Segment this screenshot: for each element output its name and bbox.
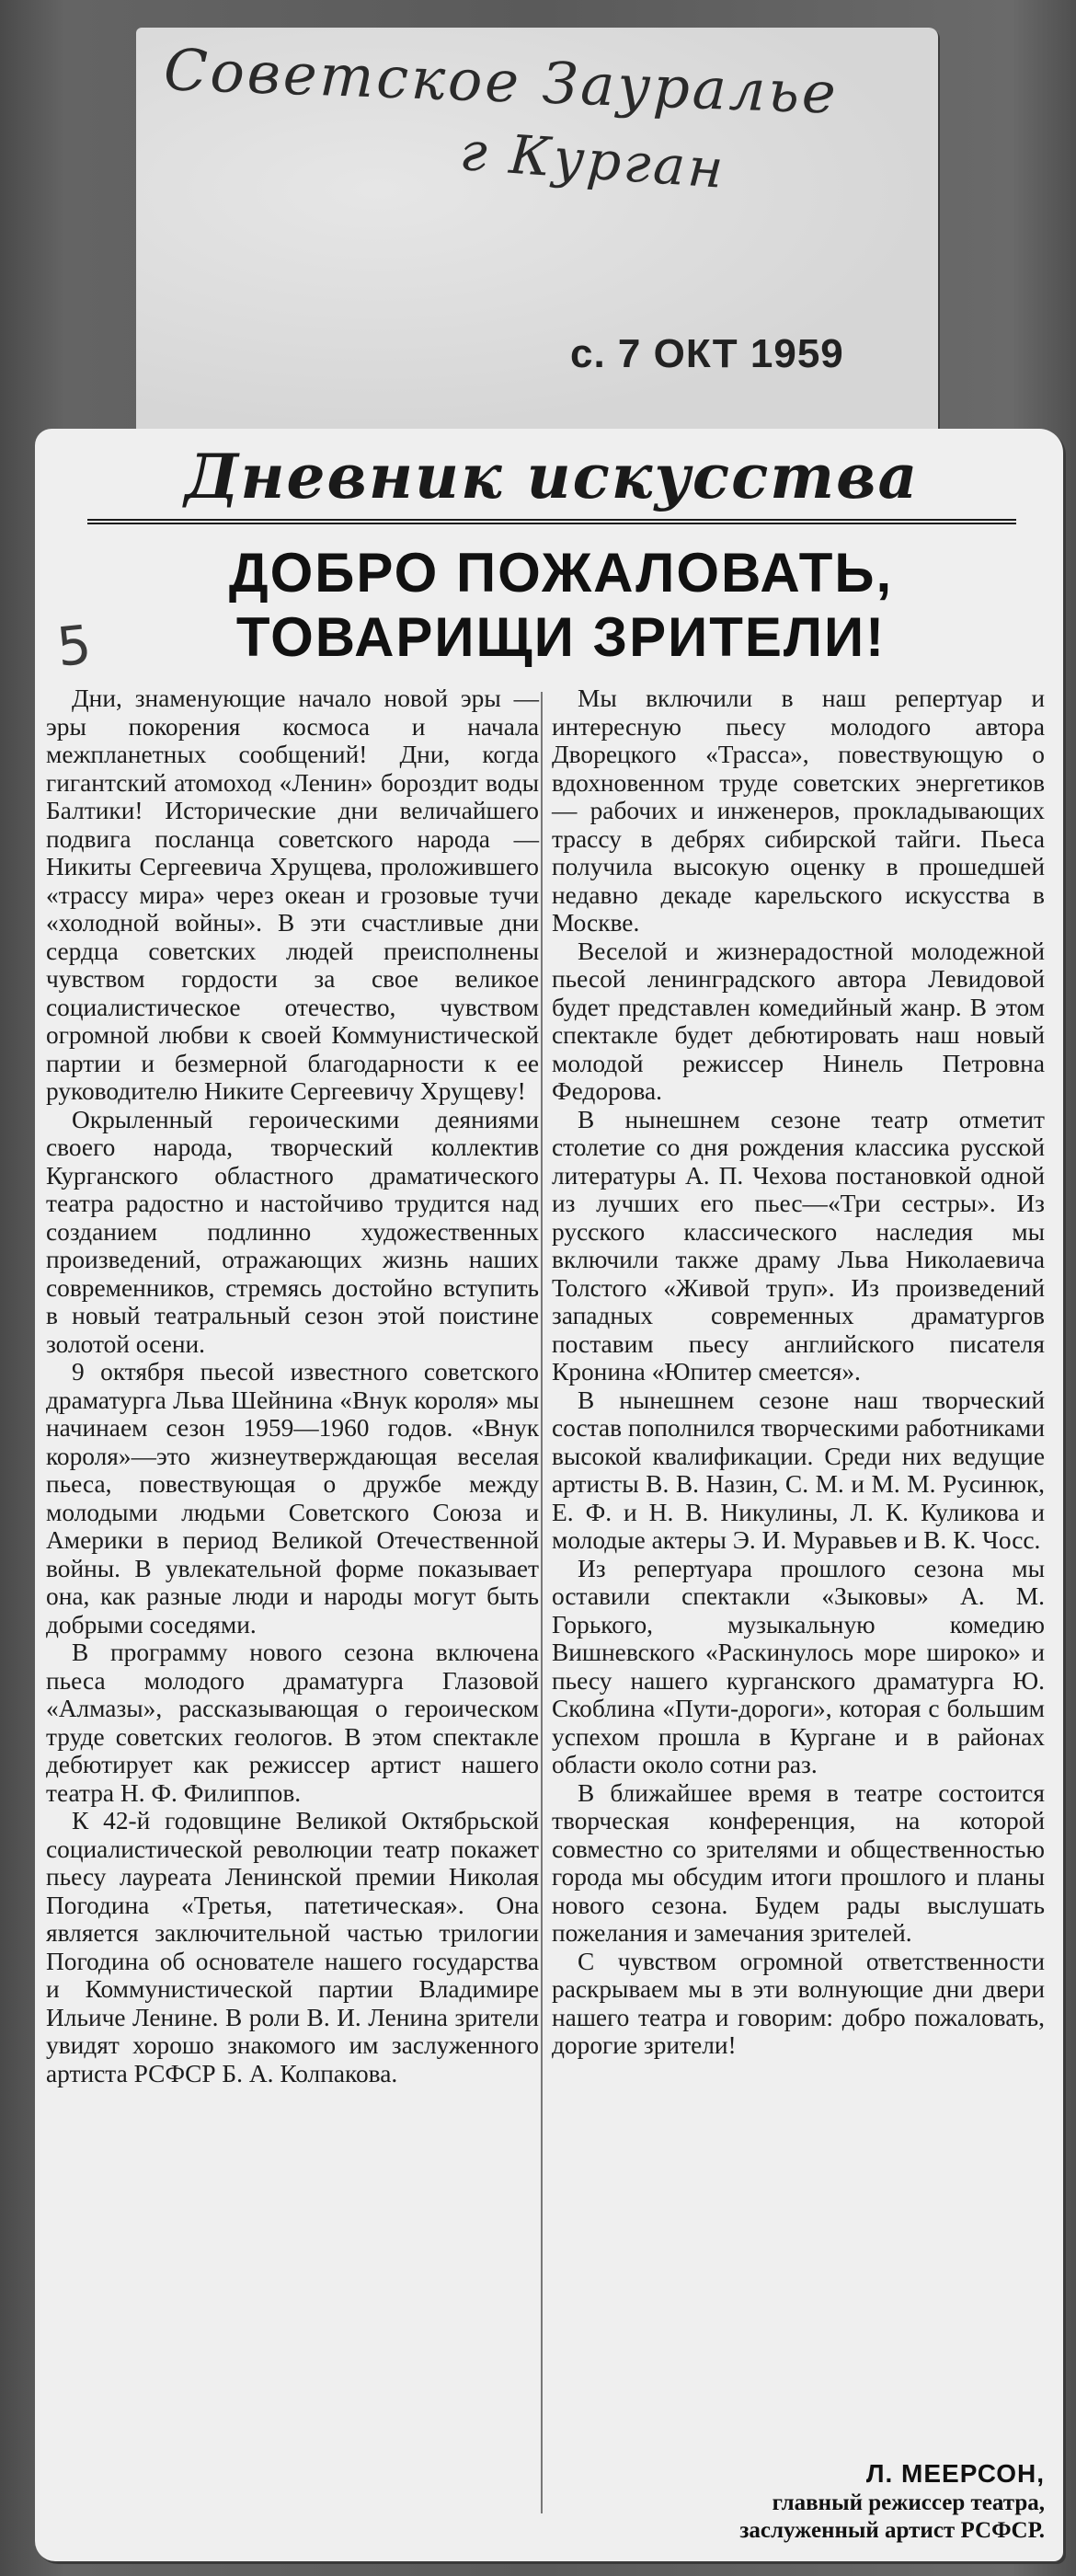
author-title-line-1: главный режиссер театра, (772, 2490, 1045, 2515)
paragraph: С чувством огромной ответственности раскрываем мы в эти волнующие дни двери нашего театра и говорим: добро пожаловать, дорогие зрители! (552, 1947, 1045, 2059)
paragraph: В программу нового сезона включена пьеса молодого драматурга Глазовой «Алмазы», рассказывающая о героическом труде советских геологов. В этом спектакле дебютирует как режиссер артист нашего театра Н. Ф. Филиппов. (46, 1639, 539, 1807)
headline-line-2: ТОВАРИЩИ ЗРИТЕЛИ! (235, 606, 887, 668)
author-signature (552, 2458, 1045, 2545)
author-name: Л. МЕЕРСОН, (865, 2459, 1045, 2488)
paragraph: К 42-й годовщине Великой Октябрьской социалистической революции театр покажет пьесу лауреата Ленинской премии Николая Погодина «Третья, патетическая». Она является заключительной частью трилогии Погодина об основателе нашего государства и Коммунистической партии Владимире Ильиче Ленине. В роли В. И. Ленина зрители увидят хорошо знакомого им заслуженного артиста РСФСР Б. А. Колпакова. (46, 1807, 539, 2087)
handwritten-source-name: Советское Зауралье (162, 36, 841, 127)
paragraph: Из репертуара прошлого сезона мы оставили спектакли «Зыковы» А. М. Горького, музыкальную комедию Вишневского «Раскинулось море широко» и пьесу нашего курганского драматурга Ю. Скоблина «Пути-дороги», которая с большим успехом прошла в Кургане и в районах области около сотни раз. (552, 1554, 1045, 1778)
article-column-left (46, 684, 539, 2087)
section-title: Дневник искусства (87, 434, 1016, 524)
author-title-line-2: заслуженный артист РСФСР. (739, 2518, 1045, 2543)
paragraph: Дни, знаменующие начало новой эры — эры покорения космоса и начала межпланетных сообщений! Дни, когда гигантский атомоход «Ленин» бороздит воды Балтики! Исторические дни величайшего подвига посланца советского народа — Никиты Сергеевича Хрущева, проложившего «трассу мира» через океан и грозовые тучи «холодной войны». В эти счастливые дни сердца советских людей преисполнены чувством гордости за свое великое социалистическое отечество, чувством огромной любви к своей Коммунистической партии и безмерной благодарности к ее руководителю Никите Сергеевичу Хрущеву! (46, 684, 539, 1105)
margin-pencil-note: 5 (53, 613, 95, 679)
paragraph: Мы включили в наш репертуар и интересную пьесу молодого автора Дворецкого «Трасса», повествующую о вдохновенном труде советских энергетиков — рабочих и инженеров, прокладывающих трассу в дебрях сибирской тайги. Пьеса получила высокую оценку в прошедшей недавно декаде карельского искусства в Москве. (552, 684, 1045, 937)
paragraph: В ближайшее время в театре состоится творческая конференция, на которой совместно со зрителями и общественностью города мы обсудим итоги прошлого и планы нового сезона. Будем рады выслушать пожелания и замечания зрителей. (552, 1778, 1045, 1947)
paragraph: Веселой и жизнерадостной молодежной пьесой ленинградского автора Левидовой будет представлен комедийный жанр. В этом спектакле будет дебютировать наш новый молодой режиссер Нинель Петровна Федорова. (552, 937, 1045, 1105)
paragraph: Окрыленный героическими деяниями своего народа, творческий коллектив Курганского областного драматического театра радостно и настойчиво трудится над созданием подлинно художественных произведений, отражающих жизнь наших современников, стремясь достойно вступить в новый театральный сезон этой поистине золотой осени. (46, 1105, 539, 1358)
handwritten-source-city: г Курган (457, 119, 728, 201)
paragraph: В нынешнем сезоне наш творческий состав пополнился творческими работниками высокой квалификации. Среди них ведущие артисты В. В. Назин, С. М. и М. М. Русинюк, Е. Ф. и Н. В. Никулины, Л. К. Куликова и молодые актеры Э. И. Муравьев и В. К. Чосс. (552, 1386, 1045, 1554)
paragraph: 9 октября пьесой известного советского драматурга Льва Шейнина «Внук короля» мы начинаем сезон 1959—1960 годов. «Внук короля»—это жизнеутверждающая веселая пьеса, повествующая о дружбе между молодыми людьми Советского Союза и Америки в период Великой Отечественной войны. В увлекательной форме показывает она, как разные люди и народы могут быть добрыми соседями. (46, 1358, 539, 1639)
headline-line-1: ДОБРО ПОЖАЛОВАТЬ, (228, 542, 894, 604)
article-column-right (552, 684, 1045, 2060)
date-stamp: с. 7 ОКТ 1959 (570, 331, 844, 376)
article-headline (110, 541, 1012, 670)
column-divider (541, 692, 543, 2513)
paragraph: В нынешнем сезоне театр отметит столетие со дня рождения классика русской литературы А. П. Чехова постановкой одной из лучших его пьес—«Три сестры». Из русского классического наследия мы включили также драму Льва Николаевича Толстого «Живой труп». Из произведений западных современных драматургов поставим пьесу английского писателя Кронина «Юпитер смеется». (552, 1105, 1045, 1386)
